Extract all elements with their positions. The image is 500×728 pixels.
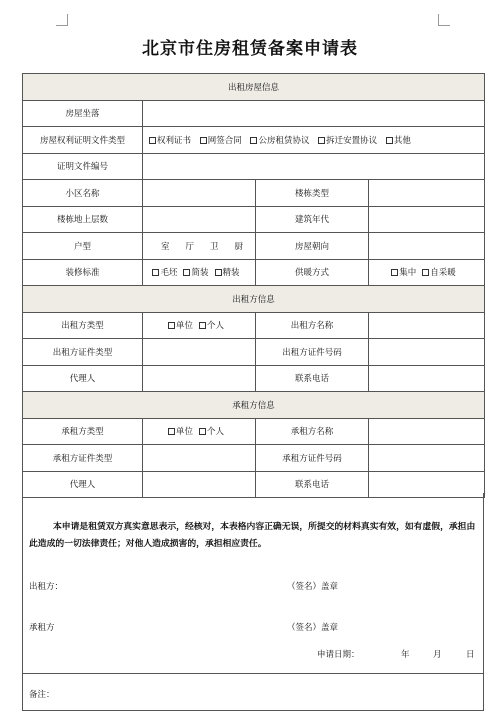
- lessee-agent-label: 代理人: [23, 471, 143, 498]
- checkbox-icon[interactable]: [250, 137, 257, 144]
- community-field[interactable]: [143, 180, 256, 207]
- cert-option[interactable]: 拆迁安置协议: [318, 136, 377, 146]
- date-month-label[interactable]: 月: [433, 650, 442, 660]
- application-form-table: [22, 73, 485, 498]
- building-type-field[interactable]: [369, 180, 485, 207]
- date-label: 申请日期：: [317, 650, 360, 660]
- checkbox-icon[interactable]: [199, 428, 206, 435]
- checkbox-icon[interactable]: [386, 137, 393, 144]
- section-header-property: 出租房屋信息: [23, 74, 485, 101]
- date-year-label[interactable]: 年: [401, 650, 410, 660]
- lessor-sign-stamp[interactable]: （签名）盖章: [287, 582, 339, 592]
- lessor-name-label: 出租方名称: [256, 312, 369, 339]
- checkbox-icon[interactable]: [149, 137, 156, 144]
- checkbox-icon[interactable]: [318, 137, 325, 144]
- section-header-lessee: 承租方信息: [23, 392, 485, 419]
- cert-no-field[interactable]: [143, 153, 485, 180]
- cert-option[interactable]: 其他: [386, 136, 411, 146]
- lessor-id-no-field[interactable]: [369, 339, 485, 366]
- lessee-type-option[interactable]: 单位: [168, 427, 193, 437]
- location-field[interactable]: [143, 100, 485, 127]
- lessee-id-no-field[interactable]: [369, 445, 485, 472]
- checkbox-icon[interactable]: [183, 269, 190, 276]
- layout-field[interactable]: 室 厅 卫 厨: [143, 233, 256, 260]
- year-label: 建筑年代: [256, 206, 369, 233]
- cert-no-label: 证明文件编号: [23, 153, 143, 180]
- lessee-phone-label: 联系电话: [256, 471, 369, 498]
- lessee-type-label: 承租方类型: [23, 418, 143, 445]
- lessor-type-option[interactable]: 个人: [199, 321, 224, 331]
- checkbox-icon[interactable]: [422, 269, 429, 276]
- page-title: 北京市住房租赁备案申请表: [142, 39, 358, 59]
- lessee-name-label: 承租方名称: [256, 418, 369, 445]
- crop-mark-top-left: [56, 14, 68, 26]
- year-field[interactable]: [369, 206, 485, 233]
- lessor-agent-label: 代理人: [23, 365, 143, 392]
- heating-label: 供暖方式: [256, 259, 369, 286]
- lessor-name-field[interactable]: [369, 312, 485, 339]
- lessee-id-type-label: 承租方证件类型: [23, 445, 143, 472]
- lessee-id-type-field[interactable]: [143, 445, 256, 472]
- checkbox-icon[interactable]: [168, 322, 175, 329]
- crop-mark-top-right: [438, 14, 450, 26]
- decoration-option[interactable]: 简装: [183, 268, 208, 278]
- decoration-option[interactable]: 精装: [215, 268, 240, 278]
- declaration-section: [22, 493, 484, 711]
- orientation-label: 房屋朝向: [256, 233, 369, 260]
- decoration-options: [143, 259, 256, 286]
- orientation-field[interactable]: [369, 233, 485, 260]
- section-header-lessor: 出租方信息: [23, 286, 485, 313]
- lessor-type-options: [143, 312, 256, 339]
- checkbox-icon[interactable]: [168, 428, 175, 435]
- community-label: 小区名称: [23, 180, 143, 207]
- cert-option[interactable]: 权利证书: [149, 136, 191, 146]
- lessee-id-no-label: 承租方证件号码: [256, 445, 369, 472]
- checkbox-icon[interactable]: [152, 269, 159, 276]
- lessee-type-option[interactable]: 个人: [199, 427, 224, 437]
- lessor-phone-field[interactable]: [369, 365, 485, 392]
- lessor-type-option[interactable]: 单位: [168, 321, 193, 331]
- lessor-type-label: 出租方类型: [23, 312, 143, 339]
- heating-options: [369, 259, 485, 286]
- location-label: 房屋坐落: [23, 100, 143, 127]
- checkbox-icon[interactable]: [215, 269, 222, 276]
- lessor-agent-field[interactable]: [143, 365, 256, 392]
- lessor-id-type-label: 出租方证件类型: [23, 339, 143, 366]
- decoration-option[interactable]: 毛坯: [152, 268, 177, 278]
- lessee-name-field[interactable]: [369, 418, 485, 445]
- lessee-signature-label: 承租方: [29, 623, 55, 633]
- cert-type-label: 房屋权利证明文件类型: [23, 127, 143, 154]
- checkbox-icon[interactable]: [199, 322, 206, 329]
- lessor-phone-label: 联系电话: [256, 365, 369, 392]
- declaration-statement: 本申请是租赁双方真实意思表示，经核对，本表格内容正确无误，所提交的材料真实有效，如有虚假，承担由此造成的一切法律责任；对他人造成损害的，承担相应责任。: [29, 522, 476, 549]
- lessor-id-type-field[interactable]: [143, 339, 256, 366]
- checkbox-icon[interactable]: [200, 137, 207, 144]
- floors-label: 楼栋地上层数: [23, 206, 143, 233]
- floors-field[interactable]: [143, 206, 256, 233]
- lessor-id-no-label: 出租方证件号码: [256, 339, 369, 366]
- cert-option[interactable]: 公房租赁协议: [250, 136, 309, 146]
- heating-option[interactable]: 集中: [391, 268, 416, 278]
- cert-type-options: [143, 127, 485, 154]
- checkbox-icon[interactable]: [391, 269, 398, 276]
- heating-option[interactable]: 自采暖: [422, 268, 456, 278]
- date-day-label[interactable]: 日: [466, 650, 475, 660]
- layout-label: 户型: [23, 233, 143, 260]
- lessee-sign-stamp[interactable]: （签名）盖章: [287, 623, 339, 633]
- building-type-label: 楼栋类型: [256, 180, 369, 207]
- lessee-type-options: [143, 418, 256, 445]
- decoration-label: 装修标准: [23, 259, 143, 286]
- remark-label: 备注：: [29, 690, 55, 700]
- lessor-signature-label: 出租方：: [29, 582, 64, 592]
- cert-option[interactable]: 网签合同: [200, 136, 242, 146]
- remark-divider: [23, 673, 483, 674]
